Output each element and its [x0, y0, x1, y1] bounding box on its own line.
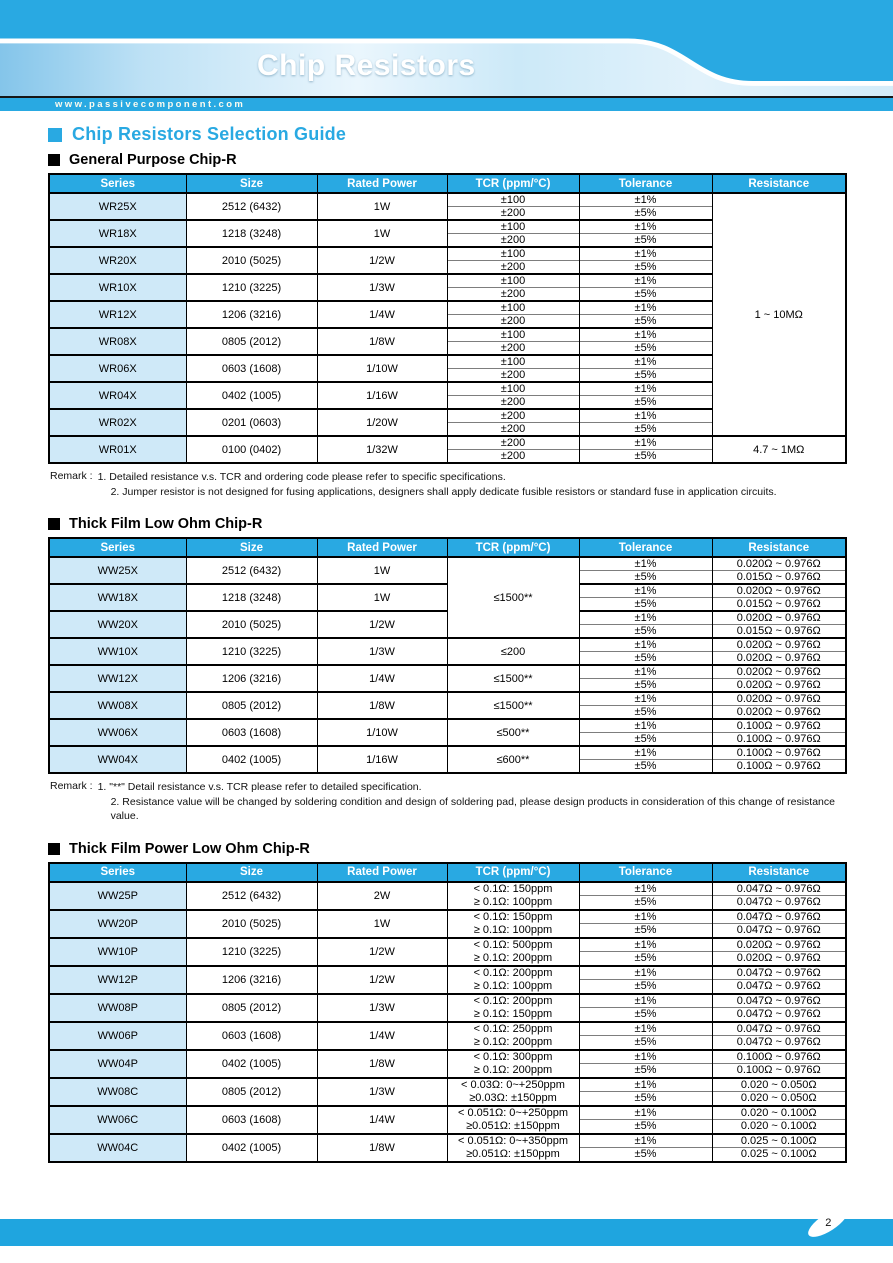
- tolerance-cell: ±5%: [579, 625, 712, 639]
- series-cell: WW08P: [49, 994, 186, 1022]
- tcr-cell: ±200: [447, 261, 579, 275]
- series-cell: WW25X: [49, 557, 186, 584]
- general-purpose-table: [48, 173, 845, 464]
- tolerance-cell: ±1%: [579, 1050, 712, 1064]
- series-cell: WW20X: [49, 611, 186, 638]
- tcr-cell: ≤1500**: [447, 557, 579, 638]
- size-cell: 1210 (3225): [186, 274, 317, 301]
- tolerance-cell: ±1%: [579, 1078, 712, 1092]
- tcr-cell: < 0.1Ω: 300ppm ≥ 0.1Ω: 200ppm: [447, 1050, 579, 1078]
- power-low-ohm-table: [48, 862, 845, 1163]
- resistance-cell: 0.020 ~ 0.100Ω: [712, 1120, 846, 1134]
- rated-power-cell: 1W: [317, 557, 447, 584]
- tolerance-cell: ±5%: [579, 598, 712, 612]
- series-cell: WR02X: [49, 409, 186, 436]
- series-cell: WW18X: [49, 584, 186, 611]
- tolerance-cell: ±1%: [579, 665, 712, 679]
- tolerance-cell: ±1%: [579, 220, 712, 234]
- tcr-cell: ±200: [447, 396, 579, 410]
- rated-power-cell: 1/8W: [317, 1134, 447, 1162]
- series-cell: WW20P: [49, 910, 186, 938]
- series-cell: WW04P: [49, 1050, 186, 1078]
- series-cell: WW04X: [49, 746, 186, 773]
- rated-power-cell: 1/4W: [317, 1106, 447, 1134]
- size-cell: 2512 (6432): [186, 193, 317, 220]
- heading-bullet-icon: [48, 518, 60, 530]
- tcr-cell: < 0.03Ω: 0~+250ppm ≥0.03Ω: ±150ppm: [447, 1078, 579, 1106]
- tcr-cell: ±200: [447, 342, 579, 356]
- resistance-cell: 0.015Ω ~ 0.976Ω: [712, 571, 846, 585]
- resistance-cell: 0.020Ω ~ 0.976Ω: [712, 692, 846, 706]
- size-cell: 1206 (3216): [186, 301, 317, 328]
- tolerance-cell: ±1%: [579, 746, 712, 760]
- tolerance-cell: ±5%: [579, 571, 712, 585]
- column-header: Resistance: [712, 863, 846, 882]
- series-cell: WR18X: [49, 220, 186, 247]
- size-cell: 0805 (2012): [186, 994, 317, 1022]
- resistance-cell: 0.020 ~ 0.050Ω: [712, 1078, 846, 1092]
- series-cell: WW12X: [49, 665, 186, 692]
- series-cell: WW04C: [49, 1134, 186, 1162]
- size-cell: 0805 (2012): [186, 692, 317, 719]
- size-cell: 1210 (3225): [186, 638, 317, 665]
- rated-power-cell: 1/8W: [317, 1050, 447, 1078]
- rated-power-cell: 1/10W: [317, 355, 447, 382]
- rated-power-cell: 1/32W: [317, 436, 447, 463]
- rated-power-cell: 1W: [317, 584, 447, 611]
- tcr-cell: ±200: [447, 234, 579, 248]
- tcr-cell: ±200: [447, 315, 579, 329]
- resistance-cell: 0.020Ω ~ 0.976Ω: [712, 584, 846, 598]
- tolerance-cell: ±5%: [579, 315, 712, 329]
- size-cell: 2010 (5025): [186, 247, 317, 274]
- rated-power-cell: 1W: [317, 193, 447, 220]
- tolerance-cell: ±5%: [579, 924, 712, 938]
- resistance-cell: 0.015Ω ~ 0.976Ω: [712, 625, 846, 639]
- tcr-cell: < 0.1Ω: 250ppm ≥ 0.1Ω: 200ppm: [447, 1022, 579, 1050]
- tolerance-cell: ±1%: [579, 692, 712, 706]
- resistance-cell: 0.020Ω ~ 0.976Ω: [712, 611, 846, 625]
- series-cell: WW06P: [49, 1022, 186, 1050]
- series-cell: WW06C: [49, 1106, 186, 1134]
- series-cell: WR25X: [49, 193, 186, 220]
- series-cell: WR12X: [49, 301, 186, 328]
- resistance-cell: 0.020Ω ~ 0.976Ω: [712, 665, 846, 679]
- size-cell: 1218 (3248): [186, 584, 317, 611]
- low-ohm-table: [48, 537, 845, 774]
- website-bar: [0, 98, 893, 111]
- resistance-cell: 0.020Ω ~ 0.976Ω: [712, 706, 846, 720]
- resistance-cell: 0.100Ω ~ 0.976Ω: [712, 746, 846, 760]
- resistance-cell: 0.047Ω ~ 0.976Ω: [712, 994, 846, 1008]
- size-cell: 0805 (2012): [186, 1078, 317, 1106]
- resistance-cell: 0.020Ω ~ 0.976Ω: [712, 938, 846, 952]
- size-cell: 1206 (3216): [186, 966, 317, 994]
- resistance-cell: 0.025 ~ 0.100Ω: [712, 1134, 846, 1148]
- tolerance-cell: ±5%: [579, 234, 712, 248]
- tolerance-cell: ±5%: [579, 896, 712, 910]
- resistance-cell: 0.047Ω ~ 0.976Ω: [712, 1008, 846, 1022]
- series-cell: WR08X: [49, 328, 186, 355]
- tolerance-cell: ±1%: [579, 882, 712, 896]
- remark-line: 1. "**" Detail resistance v.s. TCR please refer to detailed specification.: [97, 781, 422, 793]
- tolerance-cell: ±5%: [579, 1064, 712, 1078]
- column-header: Tolerance: [579, 538, 712, 557]
- resistance-cell: 0.100Ω ~ 0.976Ω: [712, 760, 846, 774]
- tolerance-cell: ±1%: [579, 994, 712, 1008]
- tolerance-cell: ±1%: [579, 301, 712, 315]
- tolerance-cell: ±1%: [579, 966, 712, 980]
- column-header: Rated Power: [317, 863, 447, 882]
- rated-power-cell: 1/2W: [317, 611, 447, 638]
- column-header: Size: [186, 538, 317, 557]
- remark-line: 1. Detailed resistance v.s. TCR and ordering code please refer to specific specifications.: [97, 471, 506, 483]
- rated-power-cell: 1/8W: [317, 692, 447, 719]
- rated-power-cell: 1/2W: [317, 247, 447, 274]
- tolerance-cell: ±1%: [579, 1134, 712, 1148]
- size-cell: 0603 (1608): [186, 355, 317, 382]
- series-cell: WW10X: [49, 638, 186, 665]
- tolerance-cell: ±1%: [579, 611, 712, 625]
- tolerance-cell: ±1%: [579, 436, 712, 450]
- general-purpose-block: [48, 152, 845, 499]
- tcr-cell: < 0.1Ω: 150ppm ≥ 0.1Ω: 100ppm: [447, 910, 579, 938]
- remark-low-ohm: Remark : 1. "**" Detail resistance v.s. TCR please refer to detailed specification. 2. Resistance value will be changed by soldering condition and design of soldering pad, please design products in consideration of this change of resistance value.: [50, 780, 845, 824]
- resistance-cell: 0.047Ω ~ 0.976Ω: [712, 896, 846, 910]
- tolerance-cell: ±1%: [579, 910, 712, 924]
- tcr-cell: ≤200: [447, 638, 579, 665]
- tolerance-cell: ±5%: [579, 1092, 712, 1106]
- page-number-badge: [804, 1203, 852, 1242]
- resistance-cell: 0.020 ~ 0.050Ω: [712, 1092, 846, 1106]
- column-header: TCR (ppm/°C): [447, 538, 579, 557]
- tcr-cell: < 0.1Ω: 500ppm ≥ 0.1Ω: 200ppm: [447, 938, 579, 966]
- size-cell: 1218 (3248): [186, 220, 317, 247]
- size-cell: 1210 (3225): [186, 938, 317, 966]
- rated-power-cell: 1/8W: [317, 328, 447, 355]
- tolerance-cell: ±5%: [579, 207, 712, 221]
- size-cell: 0603 (1608): [186, 1106, 317, 1134]
- table-heading-power-low-ohm: Thick Film Power Low Ohm Chip-R: [48, 841, 845, 857]
- rated-power-cell: 1/2W: [317, 966, 447, 994]
- tcr-cell: ±100: [447, 355, 579, 369]
- rated-power-cell: 1/16W: [317, 382, 447, 409]
- table-heading-low-ohm: Thick Film Low Ohm Chip-R: [48, 516, 845, 532]
- rated-power-cell: 1/2W: [317, 938, 447, 966]
- series-cell: WW12P: [49, 966, 186, 994]
- tcr-cell: ±100: [447, 382, 579, 396]
- tcr-cell: ≤500**: [447, 719, 579, 746]
- series-cell: WW25P: [49, 882, 186, 910]
- tcr-cell: < 0.1Ω: 200ppm ≥ 0.1Ω: 150ppm: [447, 994, 579, 1022]
- tolerance-cell: ±1%: [579, 247, 712, 261]
- size-cell: 2010 (5025): [186, 910, 317, 938]
- resistance-cell: 0.025 ~ 0.100Ω: [712, 1148, 846, 1162]
- column-header: Size: [186, 174, 317, 193]
- tolerance-cell: ±1%: [579, 1106, 712, 1120]
- low-ohm-block: [48, 516, 845, 824]
- size-cell: 0402 (1005): [186, 1134, 317, 1162]
- column-header: Resistance: [712, 538, 846, 557]
- resistance-cell: 4.7 ~ 1MΩ: [712, 436, 846, 463]
- rated-power-cell: 1/3W: [317, 994, 447, 1022]
- tolerance-cell: ±5%: [579, 1148, 712, 1162]
- tcr-cell: ±200: [447, 288, 579, 302]
- size-cell: 0402 (1005): [186, 746, 317, 773]
- resistance-cell: 0.047Ω ~ 0.976Ω: [712, 966, 846, 980]
- header-banner: [0, 38, 893, 98]
- section-title: [48, 124, 845, 145]
- tolerance-cell: ±5%: [579, 980, 712, 994]
- tolerance-cell: ±5%: [579, 450, 712, 464]
- tolerance-cell: ±5%: [579, 706, 712, 720]
- resistance-cell: 0.100Ω ~ 0.976Ω: [712, 719, 846, 733]
- power-low-ohm-block: [48, 841, 845, 1163]
- tcr-cell: ±200: [447, 409, 579, 423]
- tcr-cell: ±200: [447, 436, 579, 450]
- size-cell: 0402 (1005): [186, 1050, 317, 1078]
- content-area: [0, 111, 893, 1163]
- resistance-cell: 0.100Ω ~ 0.976Ω: [712, 1050, 846, 1064]
- footer-bar: [0, 1216, 893, 1246]
- resistance-cell: 0.020 ~ 0.100Ω: [712, 1106, 846, 1120]
- tolerance-cell: ±5%: [579, 342, 712, 356]
- size-cell: 0603 (1608): [186, 719, 317, 746]
- rated-power-cell: 1/10W: [317, 719, 447, 746]
- tolerance-cell: ±5%: [579, 952, 712, 966]
- rated-power-cell: 1/3W: [317, 1078, 447, 1106]
- resistance-cell: 0.100Ω ~ 0.976Ω: [712, 733, 846, 747]
- rated-power-cell: 1/4W: [317, 1022, 447, 1050]
- column-header: Rated Power: [317, 174, 447, 193]
- remark-line: 2. Jumper resistor is not designed for fusing applications, designers shall apply dedicate fusible resistors or standard fuse in application circuits.: [110, 485, 777, 498]
- tolerance-cell: ±5%: [579, 396, 712, 410]
- series-cell: WR01X: [49, 436, 186, 463]
- series-cell: WW06X: [49, 719, 186, 746]
- tcr-cell: ±100: [447, 301, 579, 315]
- series-cell: WR06X: [49, 355, 186, 382]
- size-cell: 2512 (6432): [186, 882, 317, 910]
- tolerance-cell: ±5%: [579, 652, 712, 666]
- page-title: Chip Resistors: [257, 49, 476, 82]
- resistance-cell: 0.047Ω ~ 0.976Ω: [712, 910, 846, 924]
- series-cell: WR04X: [49, 382, 186, 409]
- resistance-cell: 0.047Ω ~ 0.976Ω: [712, 924, 846, 938]
- resistance-cell: 0.020Ω ~ 0.976Ω: [712, 679, 846, 693]
- column-header: Size: [186, 863, 317, 882]
- tolerance-cell: ±5%: [579, 733, 712, 747]
- tolerance-cell: ±5%: [579, 261, 712, 275]
- column-header: Rated Power: [317, 538, 447, 557]
- table-heading-general-purpose: General Purpose Chip-R: [48, 152, 845, 168]
- series-cell: WW08C: [49, 1078, 186, 1106]
- tcr-cell: ±100: [447, 274, 579, 288]
- tcr-cell: ≤600**: [447, 746, 579, 773]
- tolerance-cell: ±1%: [579, 409, 712, 423]
- section-title-text: Chip Resistors Selection Guide: [72, 124, 347, 144]
- resistance-cell: 0.020Ω ~ 0.976Ω: [712, 652, 846, 666]
- tolerance-cell: ±1%: [579, 638, 712, 652]
- tcr-cell: ±100: [447, 220, 579, 234]
- column-header: Resistance: [712, 174, 846, 193]
- series-cell: WW10P: [49, 938, 186, 966]
- tolerance-cell: ±1%: [579, 1022, 712, 1036]
- column-header: TCR (ppm/°C): [447, 174, 579, 193]
- rated-power-cell: 1/4W: [317, 301, 447, 328]
- tolerance-cell: ±5%: [579, 423, 712, 437]
- tcr-cell: < 0.051Ω: 0~+350ppm ≥0.051Ω: ±150ppm: [447, 1134, 579, 1162]
- column-header: Tolerance: [579, 863, 712, 882]
- series-cell: WR10X: [49, 274, 186, 301]
- header-top-bar: [0, 0, 893, 38]
- tcr-cell: ±100: [447, 328, 579, 342]
- tolerance-cell: ±5%: [579, 679, 712, 693]
- resistance-cell: 0.100Ω ~ 0.976Ω: [712, 1064, 846, 1078]
- rated-power-cell: 1W: [317, 910, 447, 938]
- tcr-cell: ≤1500**: [447, 692, 579, 719]
- tcr-cell: < 0.1Ω: 200ppm ≥ 0.1Ω: 100ppm: [447, 966, 579, 994]
- series-cell: WW08X: [49, 692, 186, 719]
- section-bullet-icon: [48, 128, 62, 142]
- tolerance-cell: ±1%: [579, 584, 712, 598]
- website-url: www.passivecomponent.com: [55, 98, 246, 110]
- column-header: Tolerance: [579, 174, 712, 193]
- rated-power-cell: 1/3W: [317, 274, 447, 301]
- page-number: 2: [824, 1216, 832, 1229]
- tolerance-cell: ±1%: [579, 328, 712, 342]
- rated-power-cell: 2W: [317, 882, 447, 910]
- heading-bullet-icon: [48, 154, 60, 166]
- rated-power-cell: 1W: [317, 220, 447, 247]
- size-cell: 1206 (3216): [186, 665, 317, 692]
- tolerance-cell: ±1%: [579, 719, 712, 733]
- tcr-cell: ±200: [447, 207, 579, 221]
- resistance-cell: 0.015Ω ~ 0.976Ω: [712, 598, 846, 612]
- tolerance-cell: ±5%: [579, 1120, 712, 1134]
- tolerance-cell: ±5%: [579, 288, 712, 302]
- size-cell: 2010 (5025): [186, 611, 317, 638]
- tcr-cell: ±100: [447, 247, 579, 261]
- size-cell: 0201 (0603): [186, 409, 317, 436]
- remark-line: 2. Resistance value will be changed by soldering condition and design of soldering pad, please design products in consideration of this change of resistance value.: [110, 795, 835, 822]
- resistance-cell: 1 ~ 10MΩ: [712, 193, 846, 436]
- resistance-cell: 0.047Ω ~ 0.976Ω: [712, 882, 846, 896]
- resistance-cell: 0.047Ω ~ 0.976Ω: [712, 1036, 846, 1050]
- tolerance-cell: ±5%: [579, 369, 712, 383]
- tolerance-cell: ±1%: [579, 193, 712, 207]
- remark-general-purpose: Remark : 1. Detailed resistance v.s. TCR and ordering code please refer to specific specifications. 2. Jumper resistor is not designed for fusing applications, designers shall apply dedicate fusible resistors or standard fuse in application circuits.: [50, 470, 777, 498]
- resistance-cell: 0.020Ω ~ 0.976Ω: [712, 557, 846, 571]
- rated-power-cell: 1/16W: [317, 746, 447, 773]
- tcr-cell: ±200: [447, 369, 579, 383]
- tolerance-cell: ±1%: [579, 355, 712, 369]
- series-cell: WR20X: [49, 247, 186, 274]
- resistance-cell: 0.047Ω ~ 0.976Ω: [712, 980, 846, 994]
- resistance-cell: 0.020Ω ~ 0.976Ω: [712, 638, 846, 652]
- size-cell: 0805 (2012): [186, 328, 317, 355]
- column-header: TCR (ppm/°C): [447, 863, 579, 882]
- size-cell: 2512 (6432): [186, 557, 317, 584]
- tcr-cell: ±100: [447, 193, 579, 207]
- rated-power-cell: 1/4W: [317, 665, 447, 692]
- size-cell: 0100 (0402): [186, 436, 317, 463]
- tcr-cell: ≤1500**: [447, 665, 579, 692]
- tcr-cell: ±200: [447, 423, 579, 437]
- heading-bullet-icon: [48, 843, 60, 855]
- tcr-cell: ±200: [447, 450, 579, 464]
- rated-power-cell: 1/3W: [317, 638, 447, 665]
- size-cell: 0402 (1005): [186, 382, 317, 409]
- tolerance-cell: ±1%: [579, 274, 712, 288]
- tcr-cell: < 0.1Ω: 150ppm ≥ 0.1Ω: 100ppm: [447, 882, 579, 910]
- tolerance-cell: ±1%: [579, 938, 712, 952]
- tolerance-cell: ±5%: [579, 1008, 712, 1022]
- tolerance-cell: ±1%: [579, 557, 712, 571]
- resistance-cell: 0.020Ω ~ 0.976Ω: [712, 952, 846, 966]
- tolerance-cell: ±5%: [579, 760, 712, 774]
- tolerance-cell: ±1%: [579, 382, 712, 396]
- rated-power-cell: 1/20W: [317, 409, 447, 436]
- column-header: Series: [49, 174, 186, 193]
- resistance-cell: 0.047Ω ~ 0.976Ω: [712, 1022, 846, 1036]
- size-cell: 0603 (1608): [186, 1022, 317, 1050]
- tcr-cell: < 0.051Ω: 0~+250ppm ≥0.051Ω: ±150ppm: [447, 1106, 579, 1134]
- column-header: Series: [49, 863, 186, 882]
- column-header: Series: [49, 538, 186, 557]
- tolerance-cell: ±5%: [579, 1036, 712, 1050]
